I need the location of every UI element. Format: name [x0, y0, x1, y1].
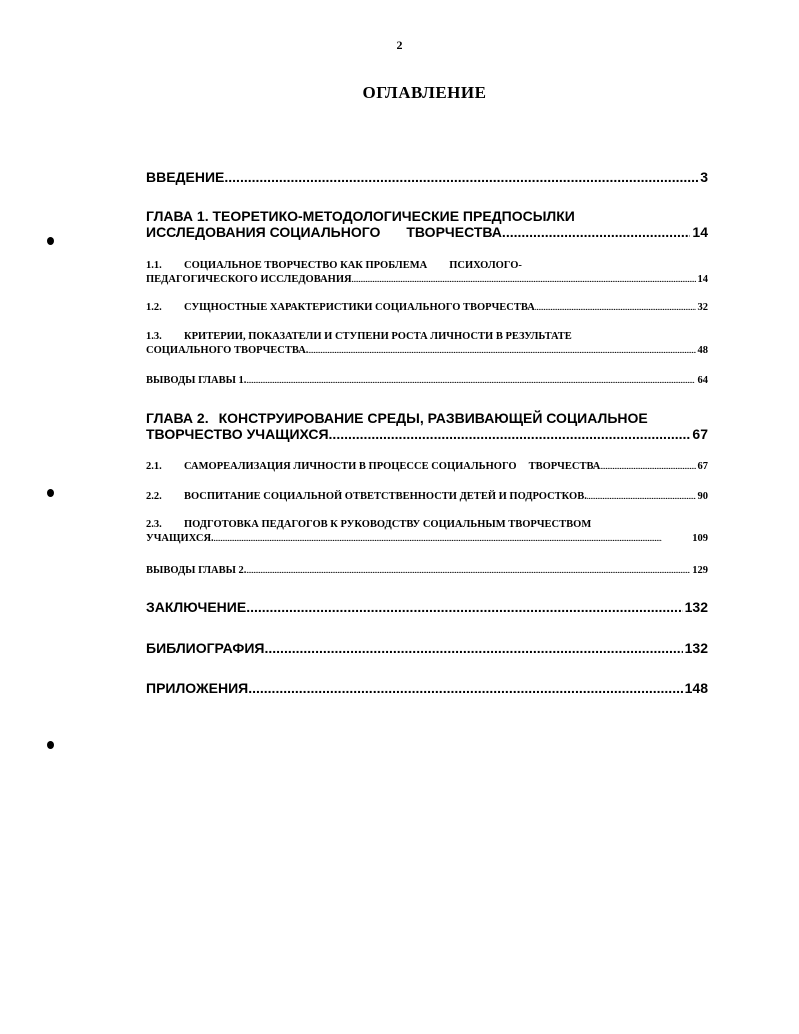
page-title: ОГЛАВЛЕНИЕ — [362, 83, 487, 102]
dot-leader — [587, 490, 696, 504]
toc-entry-label — [146, 518, 708, 532]
toc-entry-label-cont: УЧАЩИХСЯ. — [146, 533, 214, 544]
toc-page-number: 67 — [697, 461, 708, 472]
section-number: 2.3. — [146, 519, 162, 530]
toc-entry-label-part: СОЦИАЛЬНОЕ ТВОРЧЕСТВО КАК ПРОБЛЕМА — [184, 260, 428, 271]
section-number: 2.1. — [146, 461, 162, 472]
toc-entry-label — [146, 460, 600, 474]
toc-entry-label-part: ИССЛЕДОВАНИЯ СОЦИАЛЬНОГО — [146, 224, 381, 240]
toc-entry-label: ЗАКЛЮЧЕНИЕ — [146, 599, 247, 615]
toc-entry-chapter-2[interactable] — [146, 410, 708, 442]
toc-entry-label: ВЫВОДЫ ГЛАВЫ 1. — [146, 375, 247, 386]
section-number: 1.3. — [146, 331, 162, 342]
dot-leader — [246, 599, 682, 615]
toc-entry-conclusion-1[interactable] — [146, 374, 708, 388]
dot-leader — [248, 680, 682, 696]
dot-leader — [214, 532, 691, 546]
section-number: 2.2. — [146, 491, 162, 502]
toc-entry-label: ГЛАВА 1. ТЕОРЕТИКО-МЕТОДОЛОГИЧЕСКИЕ ПРЕДПОСЫЛКИ — [146, 208, 575, 224]
binder-hole-mark — [47, 741, 54, 749]
dot-leader — [265, 640, 683, 656]
toc-entry-appendix[interactable] — [146, 680, 708, 696]
toc-entry-section-2-2[interactable] — [146, 490, 708, 504]
toc-entry-label-cont: СОЦИАЛЬНОГО ТВОРЧЕСТВА. — [146, 345, 309, 356]
toc-entry-label-part: ТВОРЧЕСТВА. — [406, 224, 506, 240]
toc-page-number: 3 — [700, 169, 708, 185]
toc-page-number: 129 — [692, 565, 708, 576]
toc-entry-label — [146, 259, 708, 273]
toc-entry-conclusion-2[interactable] — [146, 564, 708, 578]
toc-page-number: 67 — [692, 426, 708, 442]
toc-entry-section-1-3[interactable] — [146, 330, 708, 358]
toc-entry-label: ПРИЛОЖЕНИЯ — [146, 680, 249, 696]
toc-page-number: 109 — [692, 533, 708, 544]
toc-entry-intro[interactable] — [146, 169, 708, 185]
toc-entry-final[interactable] — [146, 599, 708, 615]
dot-leader — [352, 273, 696, 287]
toc-entry-bibliography[interactable] — [146, 640, 708, 656]
toc-entry-section-2-1[interactable] — [146, 460, 708, 474]
toc-entry-label-part: ПСИХОЛОГО- — [449, 260, 522, 271]
dot-leader — [246, 564, 690, 578]
toc-entry-label: БИБЛИОГРАФИЯ — [146, 640, 265, 656]
toc-entry-label — [146, 330, 708, 344]
toc-entry-label-part: КРИТЕРИИ, ПОКАЗАТЕЛИ И СТУПЕНИ РОСТА ЛИЧНОСТИ В РЕЗУЛЬТАТЕ — [184, 331, 572, 342]
section-number: 1.2. — [146, 302, 162, 313]
toc-entry-label-cont: ПЕДАГОГИЧЕСКОГО ИССЛЕДОВАНИЯ — [146, 274, 352, 285]
dot-leader — [224, 169, 698, 185]
toc-entry-label — [146, 301, 535, 315]
section-number: 1.1. — [146, 260, 162, 271]
toc-page-number: 64 — [697, 375, 708, 386]
page-number: 2 — [396, 38, 403, 52]
toc-page-number: 148 — [684, 680, 708, 696]
toc-page-number: 32 — [697, 302, 708, 313]
dot-leader — [329, 426, 691, 442]
toc-entry-label-part: СУЩНОСТНЫЕ ХАРАКТЕРИСТИКИ СОЦИАЛЬНОГО ТВОРЧЕСТВА — [184, 302, 535, 313]
toc-page-number: 14 — [692, 224, 708, 240]
toc-entry-section-1-1[interactable] — [146, 259, 708, 287]
toc-entry-label-part: ГЛАВА 2. — [146, 410, 209, 426]
toc-entry-label: ВВЕДЕНИЕ — [146, 169, 225, 185]
dot-leader — [506, 224, 691, 240]
toc-entry-label-part: ПОДГОТОВКА ПЕДАГОГОВ К РУКОВОДСТВУ СОЦИАЛЬНЫМ ТВОРЧЕСТВОМ — [184, 519, 592, 530]
toc-entry-section-2-3[interactable] — [146, 518, 708, 546]
toc-page-number: 48 — [697, 345, 708, 356]
toc-entry-label-part: САМОРЕАЛИЗАЦИЯ ЛИЧНОСТИ В ПРОЦЕССЕ СОЦИАЛЬНОГО — [184, 461, 517, 472]
toc-page-number: 132 — [684, 640, 708, 656]
binder-hole-mark — [47, 489, 54, 497]
toc-entry-label: ВЫВОДЫ ГЛАВЫ 2. — [146, 565, 247, 576]
toc-entry-label-part: ВОСПИТАНИЕ СОЦИАЛЬНОЙ ОТВЕТСТВЕННОСТИ ДЕТЕЙ И ПОДРОСТКОВ. — [184, 491, 587, 502]
toc-entry-label-part: ТВОРЧЕСТВА — [528, 461, 601, 472]
toc-entry-label — [146, 490, 587, 504]
toc-entry-label — [146, 410, 708, 426]
dot-leader — [535, 301, 696, 315]
dot-leader — [246, 374, 695, 388]
toc-entry-section-1-2[interactable] — [146, 301, 708, 315]
dot-leader — [600, 460, 695, 474]
toc-entry-label-cont: ТВОРЧЕСТВО УЧАЩИХСЯ — [146, 426, 329, 442]
toc-entry-chapter-1[interactable] — [146, 208, 708, 240]
toc-page-number: 90 — [697, 491, 708, 502]
toc-entry-label-part: КОНСТРУИРОВАНИЕ СРЕДЫ, РАЗВИВАЮЩЕЙ СОЦИАЛЬНОЕ — [218, 410, 648, 426]
dot-leader — [308, 344, 695, 358]
toc-entry-label-cont — [146, 224, 506, 240]
toc-page-number: 14 — [697, 274, 708, 285]
toc-page-number: 132 — [684, 599, 708, 615]
binder-hole-mark — [47, 237, 54, 245]
